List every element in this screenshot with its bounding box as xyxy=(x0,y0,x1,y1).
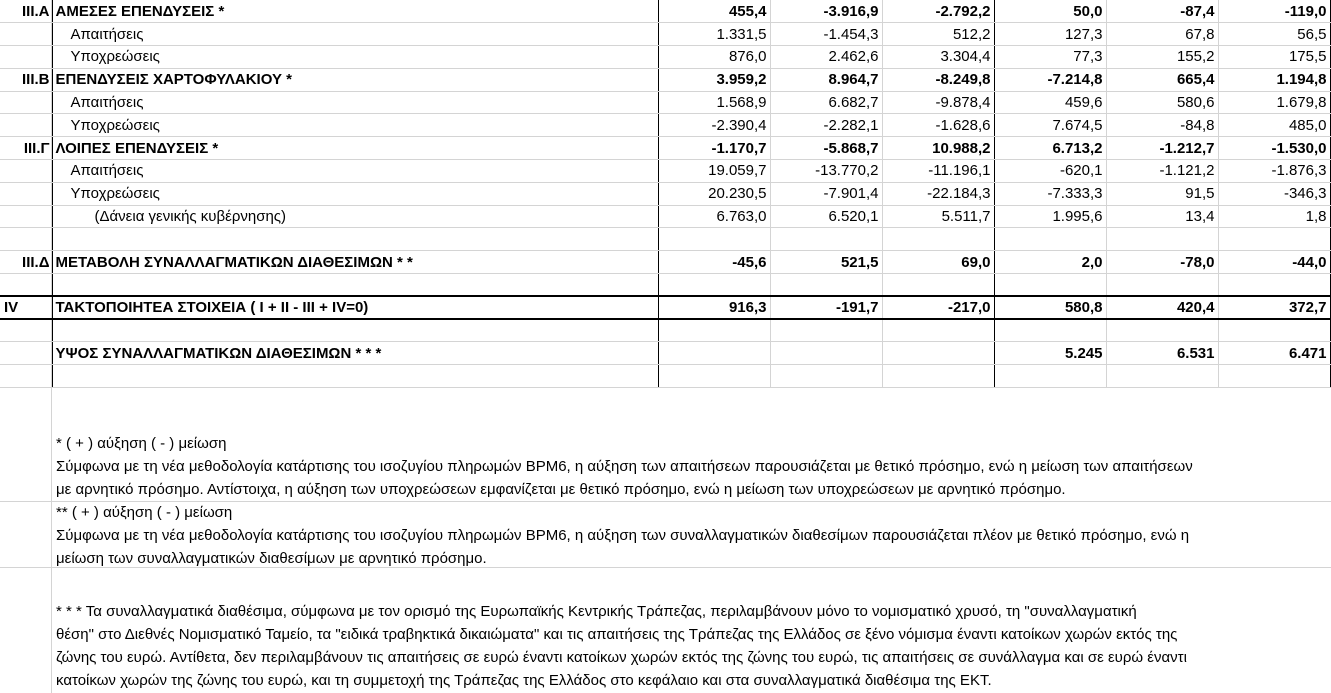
table-row xyxy=(0,182,1330,205)
value-cell[interactable]: 5.245 xyxy=(994,342,1106,365)
value-cell[interactable]: -11.196,1 xyxy=(882,160,994,183)
value-cell[interactable]: -7.901,4 xyxy=(770,182,882,205)
row-code[interactable] xyxy=(0,205,52,228)
table-row xyxy=(0,46,1330,69)
value-cell[interactable]: -1.121,2 xyxy=(1106,160,1218,183)
value-cell[interactable]: -9.878,4 xyxy=(882,91,994,114)
value-cell[interactable]: 1.568,9 xyxy=(658,91,770,114)
value-cell[interactable]: 6.471 xyxy=(1218,342,1330,365)
value-cell[interactable]: -44,0 xyxy=(1218,251,1330,274)
row-label[interactable] xyxy=(52,228,658,251)
value-cell[interactable]: 2.462,6 xyxy=(770,46,882,69)
table-row xyxy=(0,23,1330,46)
grid-line xyxy=(0,567,1331,568)
value-cell[interactable]: 5.511,7 xyxy=(882,205,994,228)
value-cell[interactable]: 155,2 xyxy=(1106,46,1218,69)
value-cell[interactable]: 91,5 xyxy=(1106,182,1218,205)
value-cell[interactable]: 420,4 xyxy=(1106,296,1218,319)
table-row xyxy=(0,0,1330,23)
value-cell[interactable]: 77,3 xyxy=(994,46,1106,69)
row-code[interactable] xyxy=(0,365,52,388)
value-cell[interactable]: -7.214,8 xyxy=(994,68,1106,91)
value-cell[interactable]: -78,0 xyxy=(1106,251,1218,274)
row-code[interactable] xyxy=(0,319,52,342)
note-2-heading: ** ( + ) αύξηση ( - ) μείωση xyxy=(56,504,233,521)
value-cell[interactable]: 6.520,1 xyxy=(770,205,882,228)
value-cell[interactable]: -22.184,3 xyxy=(882,182,994,205)
value-cell[interactable]: 459,6 xyxy=(994,91,1106,114)
value-cell[interactable]: -620,1 xyxy=(994,160,1106,183)
row-code[interactable]: IV xyxy=(0,296,52,319)
note-1-line-2: με αρνητικό πρόσημο. Αντίστοιχα, η αύξηση των υποχρεώσεων εμφανίζεται με θετικό πρόσημο, ενώ η μείωση των υποχρεώσεων με αρνητικό πρόσημο. xyxy=(56,481,1066,498)
table-row xyxy=(0,365,1330,388)
note-3-line-1: * * * Τα συναλλαγματικά διαθέσιμα, σύμφωνα με τον ορισμό της Ευρωπαϊκής Κεντρικής Τράπεζας, περιλαμβάνουν μόνο το νομισματικό χρυσό, τη "συναλλαγματική xyxy=(56,603,1137,620)
table-row xyxy=(0,137,1330,160)
value-cell[interactable]: 6.763,0 xyxy=(658,205,770,228)
value-cell[interactable]: 1.194,8 xyxy=(1218,68,1330,91)
value-cell[interactable] xyxy=(882,319,994,342)
row-code[interactable] xyxy=(0,182,52,205)
value-cell[interactable]: 485,0 xyxy=(1218,114,1330,137)
row-code[interactable] xyxy=(0,114,52,137)
table-row xyxy=(0,68,1330,91)
row-code[interactable] xyxy=(0,274,52,297)
row-code[interactable] xyxy=(0,91,52,114)
row-code[interactable]: III.Γ xyxy=(0,137,52,160)
value-cell[interactable] xyxy=(770,228,882,251)
value-cell[interactable]: 512,2 xyxy=(882,23,994,46)
value-cell[interactable]: -2.792,2 xyxy=(882,0,994,23)
table-row xyxy=(0,205,1330,228)
value-cell[interactable] xyxy=(882,228,994,251)
row-label[interactable]: Απαιτήσεις xyxy=(52,23,658,46)
table-row xyxy=(0,319,1330,342)
table-row xyxy=(0,228,1330,251)
row-label[interactable]: Απαιτήσεις xyxy=(52,91,658,114)
row-code[interactable]: III.Δ xyxy=(0,251,52,274)
value-cell[interactable] xyxy=(658,342,770,365)
value-cell[interactable]: 6.531 xyxy=(1106,342,1218,365)
value-cell[interactable]: 665,4 xyxy=(1106,68,1218,91)
value-cell[interactable]: -3.916,9 xyxy=(770,0,882,23)
row-label[interactable]: ΤΑΚΤΟΠΟΙΗΤΕΑ ΣΤΟΙΧΕΙΑ ( I + II - III + IV=0) xyxy=(52,296,658,319)
value-cell[interactable]: -8.249,8 xyxy=(882,68,994,91)
value-cell[interactable] xyxy=(658,319,770,342)
value-cell[interactable]: 13,4 xyxy=(1106,205,1218,228)
value-cell[interactable]: 455,4 xyxy=(658,0,770,23)
value-cell[interactable]: 127,3 xyxy=(994,23,1106,46)
value-cell[interactable] xyxy=(658,228,770,251)
value-cell[interactable] xyxy=(1218,365,1330,388)
value-cell[interactable]: 20.230,5 xyxy=(658,182,770,205)
value-cell[interactable] xyxy=(994,319,1106,342)
row-label[interactable] xyxy=(52,319,658,342)
table-row xyxy=(0,251,1330,274)
row-label[interactable]: ΑΜΕΣΕΣ ΕΠΕΝΔΥΣΕΙΣ * xyxy=(52,0,658,23)
row-label[interactable]: Υποχρεώσεις xyxy=(52,114,658,137)
row-code[interactable] xyxy=(0,160,52,183)
table-row xyxy=(0,274,1330,297)
value-cell[interactable]: -87,4 xyxy=(1106,0,1218,23)
value-cell[interactable]: -13.770,2 xyxy=(770,160,882,183)
value-cell[interactable]: -191,7 xyxy=(770,296,882,319)
row-code[interactable]: III.Α xyxy=(0,0,52,23)
value-cell[interactable]: 1.679,8 xyxy=(1218,91,1330,114)
row-label[interactable]: (Δάνεια γενικής κυβέρνησης) xyxy=(52,205,658,228)
value-cell[interactable]: 6.713,2 xyxy=(994,137,1106,160)
grid-line xyxy=(0,501,1331,502)
value-cell[interactable]: -1.454,3 xyxy=(770,23,882,46)
row-label[interactable] xyxy=(52,365,658,388)
value-cell[interactable] xyxy=(882,342,994,365)
row-code[interactable] xyxy=(0,342,52,365)
note-3-line-3: ζώνης του ευρώ. Αντίθετα, δεν περιλαμβάνουν τις απαιτήσεις σε ευρώ έναντι κατοίκων χωρών εκτός της ζώνης του ευρώ, τις απαιτήσεις σε συνάλλαγμα και σε ευρώ έναντι xyxy=(56,649,1187,666)
value-cell[interactable] xyxy=(658,274,770,297)
value-cell[interactable] xyxy=(994,274,1106,297)
note-3-line-4: κατοίκων χωρών της ζώνης του ευρώ, και τη συμμετοχή της Τράπεζας της Ελλάδος στο κεφάλαιο και στα συναλλαγματικά διαθέσιμα της ΕΚΤ. xyxy=(56,672,992,689)
value-cell[interactable]: 67,8 xyxy=(1106,23,1218,46)
value-cell[interactable]: -346,3 xyxy=(1218,182,1330,205)
value-cell[interactable] xyxy=(1106,228,1218,251)
value-cell[interactable]: 50,0 xyxy=(994,0,1106,23)
note-1-line-1: Σύμφωνα με τη νέα μεθοδολογία κατάρτισης του ισοζυγίου πληρωμών BPM6, η αύξηση των απαιτήσεων παρουσιάζεται με θετικό πρόσημο, ενώ η μείωση των απαιτήσεων xyxy=(56,458,1193,475)
value-cell[interactable]: 7.674,5 xyxy=(994,114,1106,137)
value-cell[interactable]: 69,0 xyxy=(882,251,994,274)
value-cell[interactable]: -45,6 xyxy=(658,251,770,274)
note-2-line-1: Σύμφωνα με τη νέα μεθοδολογία κατάρτισης του ισοζυγίου πληρωμών BPM6, η αύξηση των συναλλαγματικών διαθεσίμων παρουσιάζεται πλέον με θετικό πρόσημο, ενώ η xyxy=(56,527,1190,544)
value-cell[interactable] xyxy=(658,365,770,388)
row-label[interactable]: ΥΨΟΣ ΣΥΝΑΛΛΑΓΜΑΤΙΚΩΝ ΔΙΑΘΕΣΙΜΩΝ * * * xyxy=(52,342,658,365)
row-label[interactable]: ΕΠΕΝΔΥΣΕΙΣ ΧΑΡΤΟΦΥΛΑΚΙΟΥ * xyxy=(52,68,658,91)
value-cell[interactable]: -2.282,1 xyxy=(770,114,882,137)
row-label[interactable]: ΛΟΙΠΕΣ ΕΠΕΝΔΥΣΕΙΣ * xyxy=(52,137,658,160)
value-cell[interactable] xyxy=(1218,319,1330,342)
value-cell[interactable] xyxy=(770,274,882,297)
row-code[interactable]: III.Β xyxy=(0,68,52,91)
value-cell[interactable]: 6.682,7 xyxy=(770,91,882,114)
value-cell[interactable] xyxy=(770,342,882,365)
value-cell[interactable]: 916,3 xyxy=(658,296,770,319)
value-cell[interactable]: 10.988,2 xyxy=(882,137,994,160)
value-cell[interactable] xyxy=(1106,319,1218,342)
value-cell[interactable]: -84,8 xyxy=(1106,114,1218,137)
value-cell[interactable] xyxy=(994,365,1106,388)
value-cell[interactable] xyxy=(1218,228,1330,251)
note-2-line-2: μείωση των συναλλαγματικών διαθεσίμων με αρνητικό πρόσημο. xyxy=(56,550,487,567)
value-cell[interactable]: 521,5 xyxy=(770,251,882,274)
table-row xyxy=(0,114,1330,137)
value-cell[interactable] xyxy=(994,228,1106,251)
value-cell[interactable]: 56,5 xyxy=(1218,23,1330,46)
table-row xyxy=(0,342,1330,365)
value-cell[interactable]: 3.304,4 xyxy=(882,46,994,69)
row-label[interactable]: Υποχρεώσεις xyxy=(52,182,658,205)
value-cell[interactable]: -5.868,7 xyxy=(770,137,882,160)
value-cell[interactable] xyxy=(770,319,882,342)
value-cell[interactable]: 175,5 xyxy=(1218,46,1330,69)
row-label[interactable] xyxy=(52,274,658,297)
table-row xyxy=(0,91,1330,114)
value-cell[interactable]: 1,8 xyxy=(1218,205,1330,228)
value-cell[interactable]: 3.959,2 xyxy=(658,68,770,91)
value-cell[interactable]: 580,6 xyxy=(1106,91,1218,114)
row-code[interactable] xyxy=(0,228,52,251)
value-cell[interactable]: -1.212,7 xyxy=(1106,137,1218,160)
value-cell[interactable]: 1.995,6 xyxy=(994,205,1106,228)
row-label[interactable]: Απαιτήσεις xyxy=(52,160,658,183)
value-cell[interactable] xyxy=(1106,274,1218,297)
value-cell[interactable]: 19.059,7 xyxy=(658,160,770,183)
value-cell[interactable] xyxy=(882,365,994,388)
value-cell[interactable]: 372,7 xyxy=(1218,296,1330,319)
note-1-heading: * ( + ) αύξηση ( - ) μείωση xyxy=(56,435,227,452)
value-cell[interactable]: -1.628,6 xyxy=(882,114,994,137)
value-cell[interactable]: -119,0 xyxy=(1218,0,1330,23)
row-label[interactable]: ΜΕΤΑΒΟΛΗ ΣΥΝΑΛΛΑΓΜΑΤΙΚΩΝ ΔΙΑΘΕΣΙΜΩΝ * * xyxy=(52,251,658,274)
value-cell[interactable]: -2.390,4 xyxy=(658,114,770,137)
row-label[interactable]: Υποχρεώσεις xyxy=(52,46,658,69)
value-cell[interactable]: -1.876,3 xyxy=(1218,160,1330,183)
value-cell[interactable] xyxy=(770,365,882,388)
value-cell[interactable]: 1.331,5 xyxy=(658,23,770,46)
value-cell[interactable]: -1.530,0 xyxy=(1218,137,1330,160)
value-cell[interactable] xyxy=(1106,365,1218,388)
table-row xyxy=(0,296,1330,319)
value-cell[interactable]: 2,0 xyxy=(994,251,1106,274)
row-code[interactable] xyxy=(0,46,52,69)
value-cell[interactable] xyxy=(1218,274,1330,297)
value-cell[interactable]: -1.170,7 xyxy=(658,137,770,160)
table-row xyxy=(0,160,1330,183)
value-cell[interactable]: 8.964,7 xyxy=(770,68,882,91)
row-code[interactable] xyxy=(0,23,52,46)
note-3-line-2: θέση" στο Διεθνές Νομισματικό Ταμείο, τα "ειδικά τραβηκτικά δικαιώματα" και τις απαιτήσεις της Τράπεζας της Ελλάδος σε ξένο νόμισμα έναντι κατοίκων χωρών εκτός της xyxy=(56,626,1178,643)
value-cell[interactable]: -7.333,3 xyxy=(994,182,1106,205)
value-cell[interactable]: 580,8 xyxy=(994,296,1106,319)
value-cell[interactable]: -217,0 xyxy=(882,296,994,319)
value-cell[interactable]: 876,0 xyxy=(658,46,770,69)
value-cell[interactable] xyxy=(882,274,994,297)
